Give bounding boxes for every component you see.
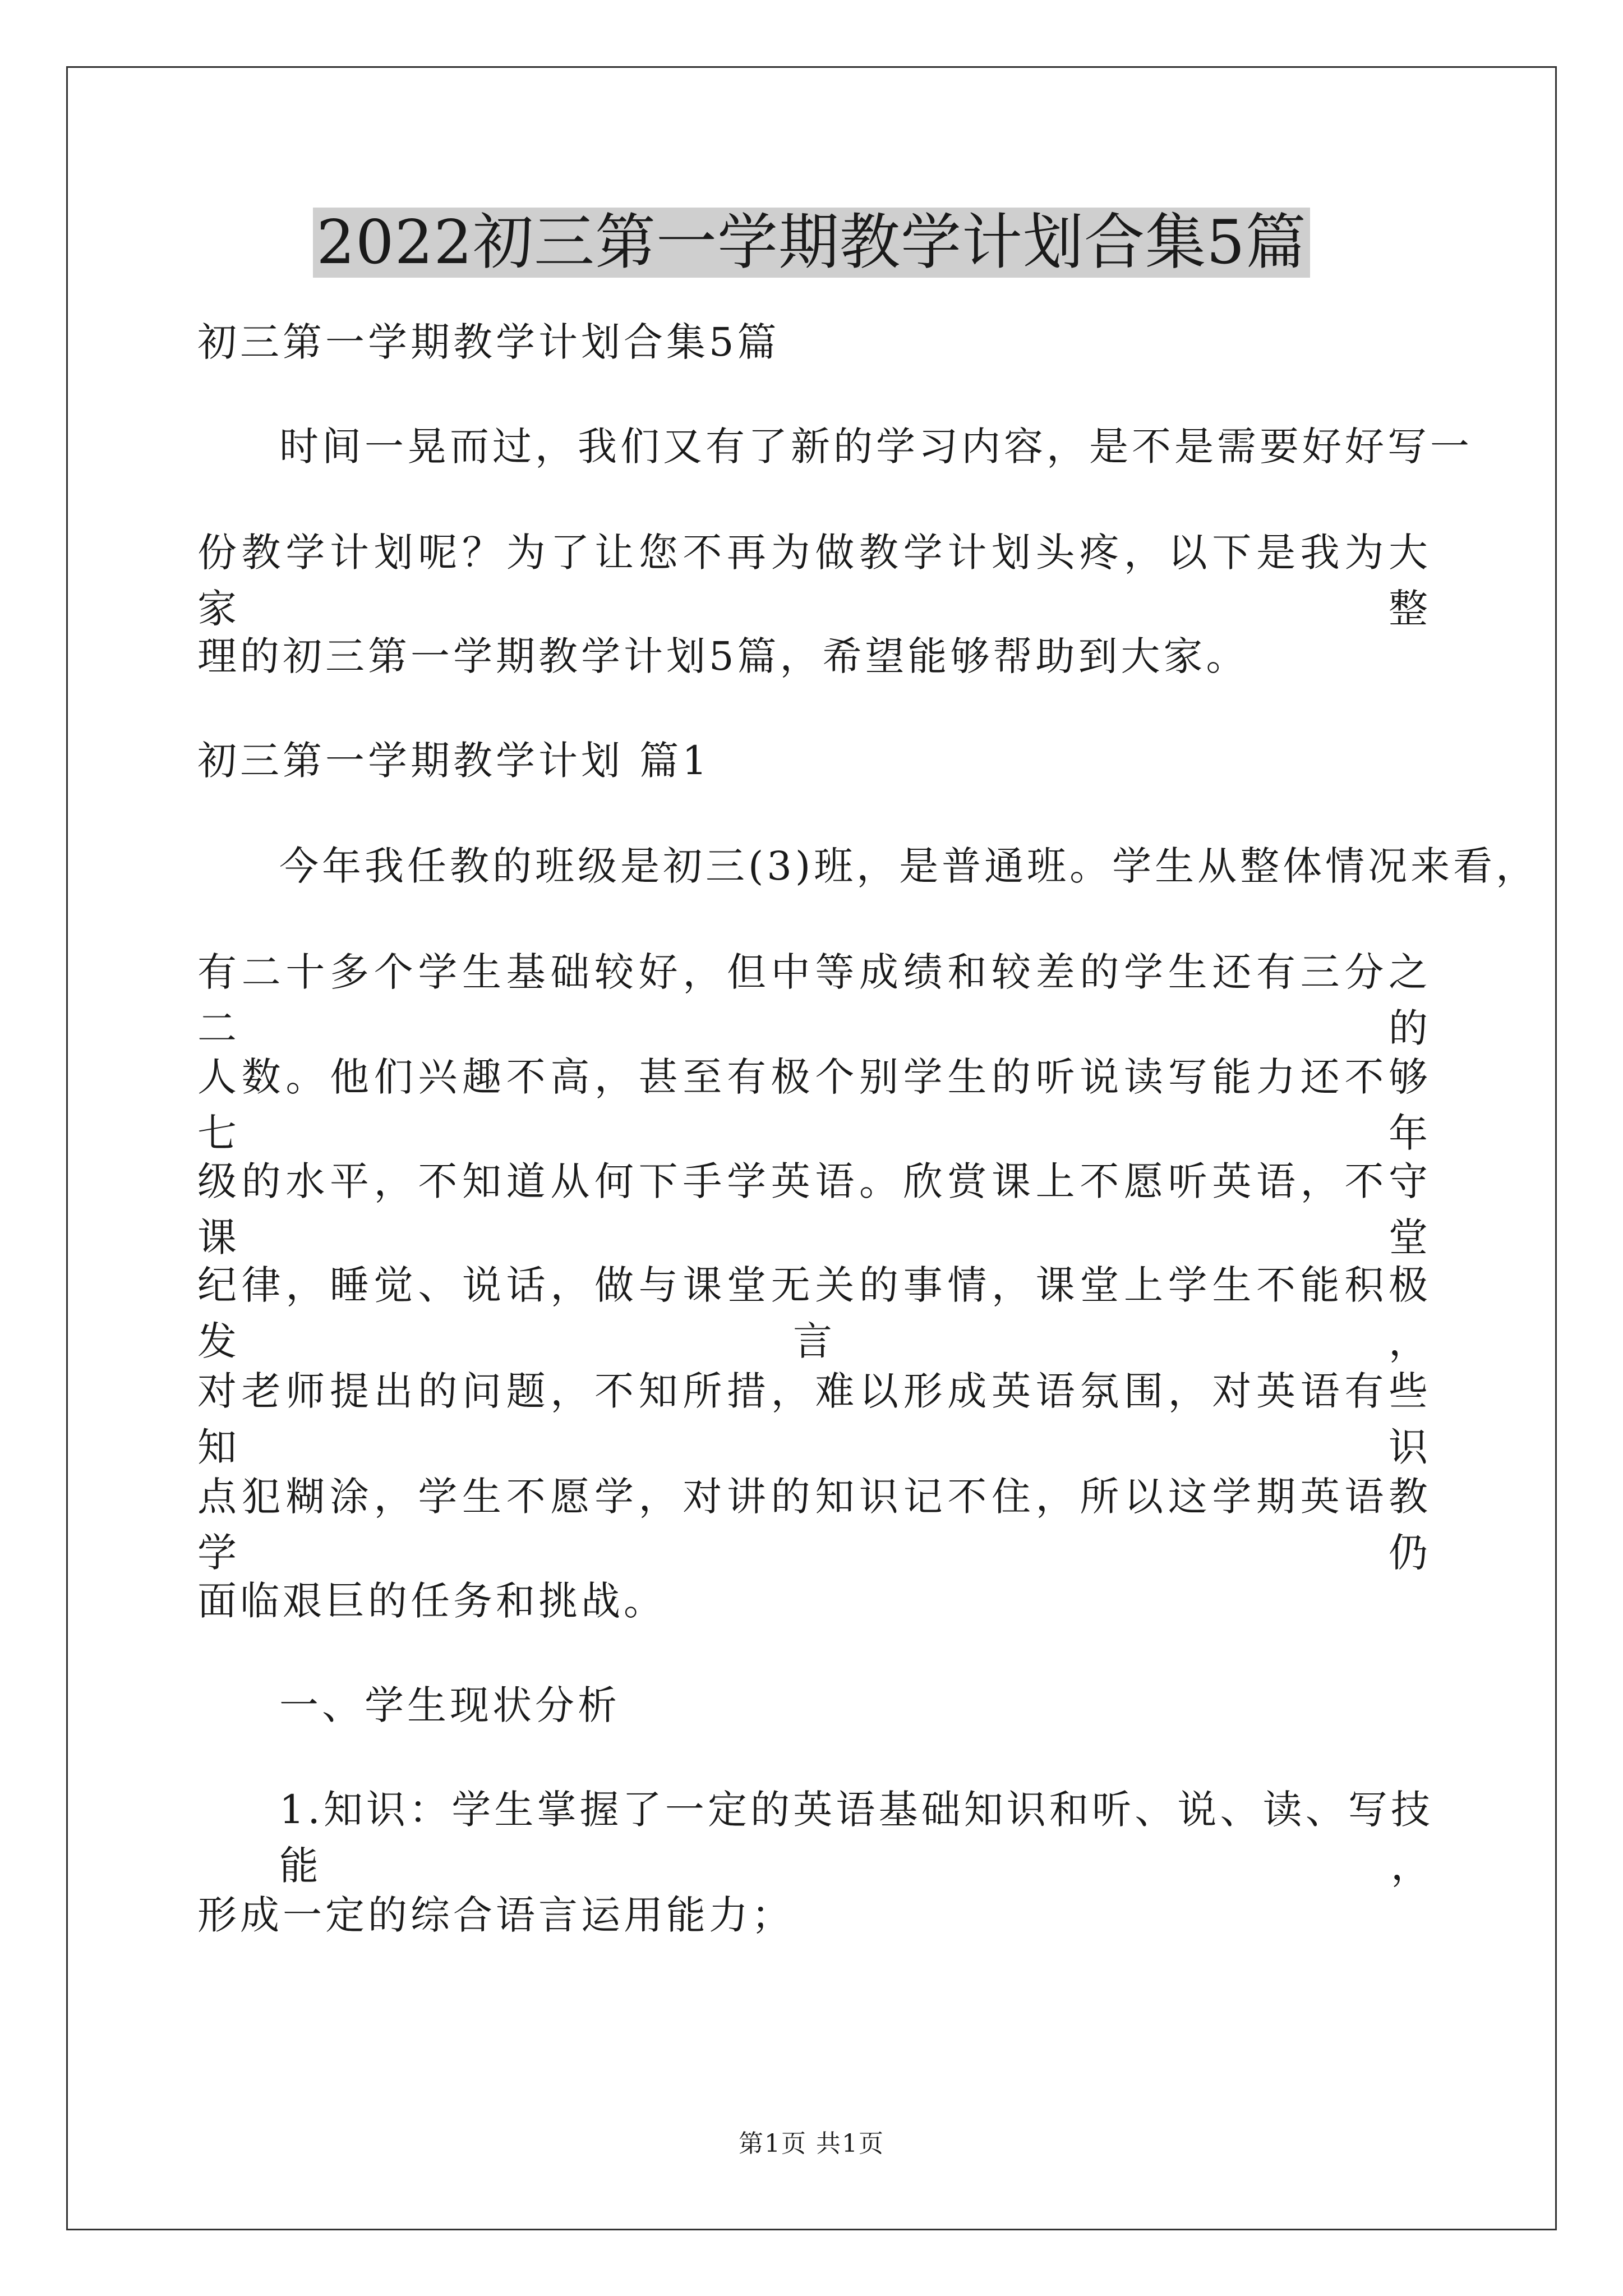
paragraph-line: 1.知识：学生掌握了一定的英语基础知识和听、说、读、写技能， [279, 1787, 1433, 1889]
document-title [0, 201, 1623, 285]
paragraph-line: 形成一定的综合语言运用能力； [197, 1892, 794, 1938]
paragraph-line: 时间一晃而过，我们又有了新的学习内容，是不是需要好好写一 [279, 424, 1473, 470]
paragraph-line: 级的水平，不知道从何下手学英语。欣赏课上不愿听英语，不守课堂 [197, 1158, 1431, 1260]
paragraph-line: 对老师提出的问题，不知所措，难以形成英语氛围，对英语有些知识 [197, 1368, 1431, 1470]
section-heading: 一、学生现状分析 [279, 1682, 620, 1728]
paragraph-line: 纪律，睡觉、说话，做与课堂无关的事情，课堂上学生不能积极发言， [197, 1262, 1431, 1364]
paragraph-line: 理的初三第一学期教学计划5篇，希望能够帮助到大家。 [197, 633, 1249, 679]
subtitle-line: 初三第一学期教学计划合集5篇 [197, 319, 780, 365]
paragraph-line: 点犯糊涂，学生不愿学，对讲的知识记不住，所以这学期英语教学仍 [197, 1474, 1431, 1576]
paragraph-line: 面临艰巨的任务和挑战。 [197, 1578, 666, 1624]
document-title-text: 2022初三第一学期教学计划合集5篇 [313, 208, 1310, 278]
paragraph-line: 人数。他们兴趣不高，甚至有极个别学生的听说读写能力还不够七年 [197, 1054, 1431, 1156]
paragraph-line: 份教学计划呢？为了让您不再为做教学计划头疼，以下是我为大家整 [197, 530, 1431, 632]
section-heading: 初三第一学期教学计划 篇1 [197, 738, 711, 784]
paragraph-line: 有二十多个学生基础较好，但中等成绩和较差的学生还有三分之二的 [197, 949, 1431, 1051]
page-footer: 第1页 共1页 [739, 2129, 884, 2158]
paragraph-line: 今年我任教的班级是初三(3)班，是普通班。学生从整体情况来看， [279, 843, 1539, 889]
